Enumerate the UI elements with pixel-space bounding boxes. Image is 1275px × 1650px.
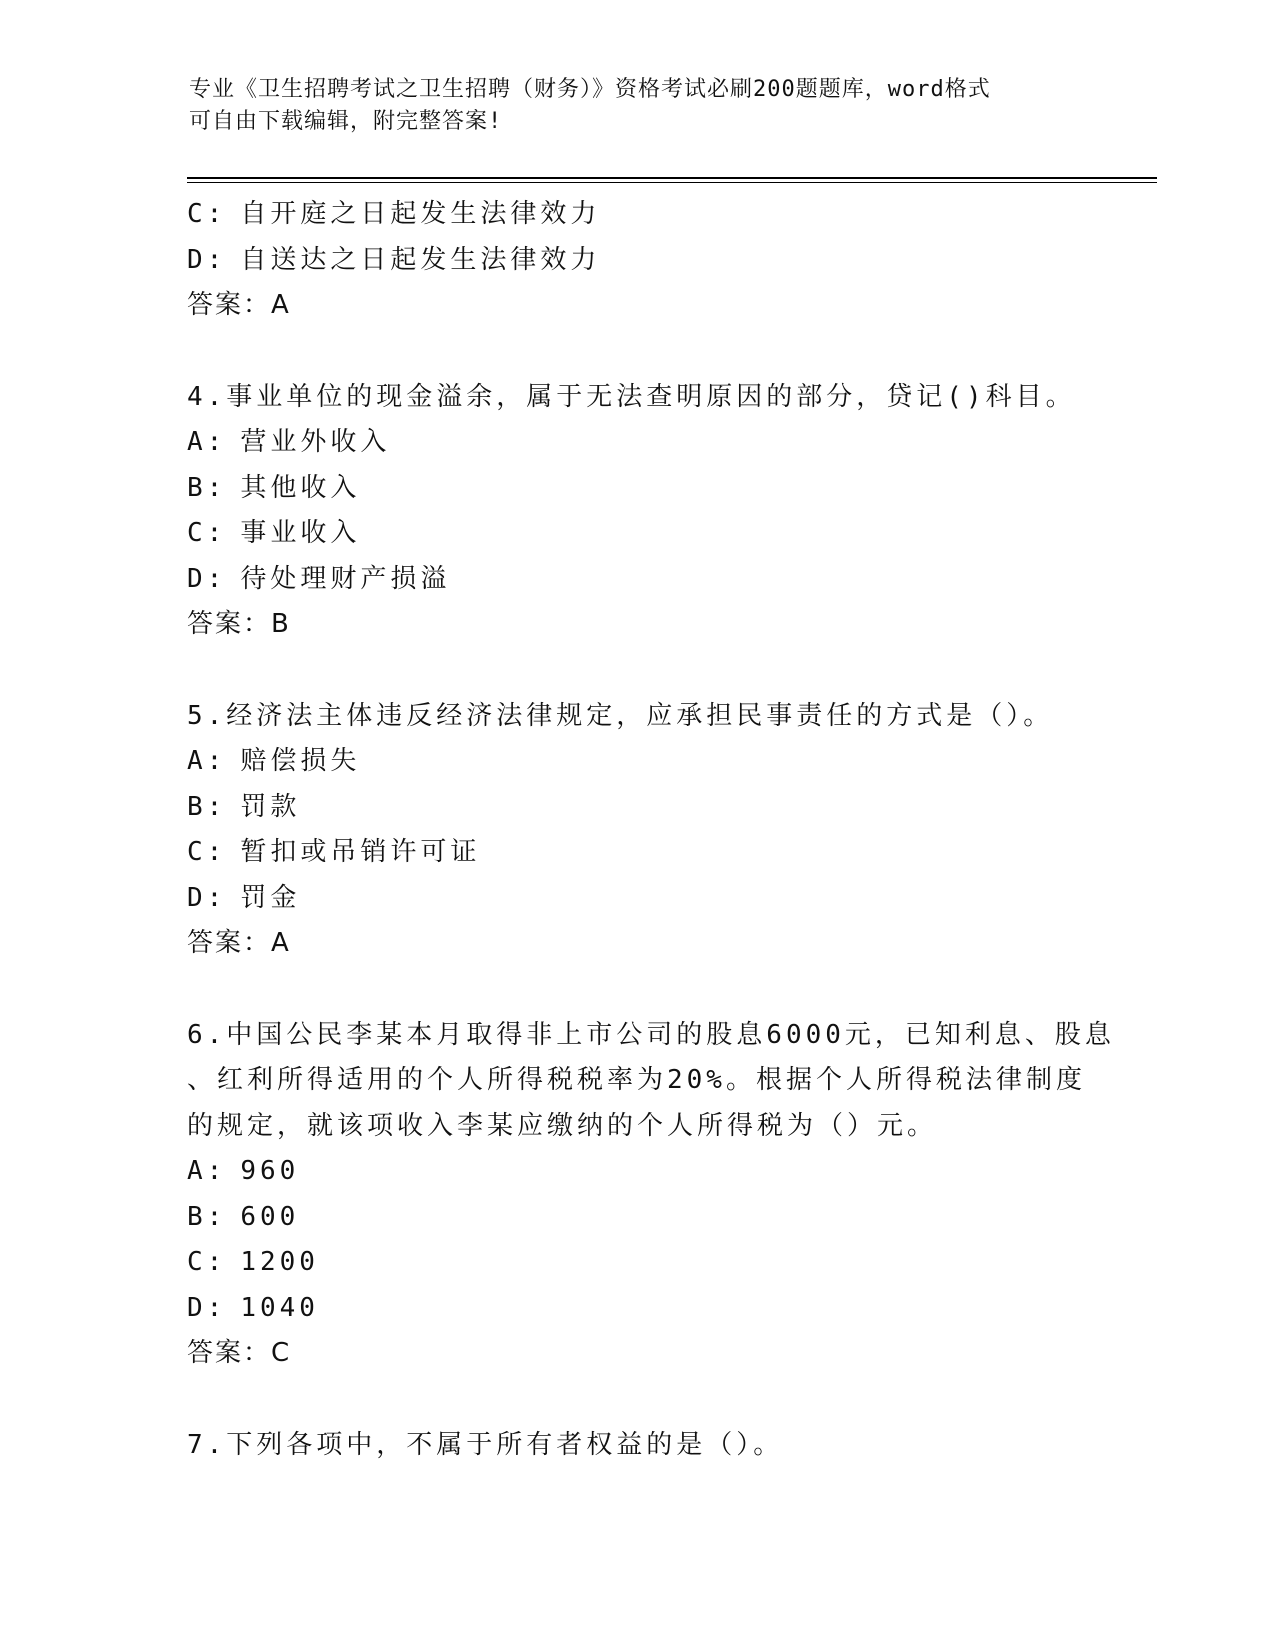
- option-letter: B:: [187, 472, 227, 503]
- answer-line: 答案：B: [187, 609, 291, 639]
- spacer: [187, 967, 1087, 1013]
- question-stem-line-2: 、红利所得适用的个人所得税税率为20%。根据个人所得税法律制度: [187, 1065, 1086, 1095]
- option-text: 1200: [240, 1247, 319, 1277]
- option-letter: C:: [187, 1247, 227, 1277]
- option-text: 待处理财产损溢: [240, 563, 451, 594]
- option-text: 营业外收入: [240, 427, 391, 457]
- question-4: [187, 375, 1087, 648]
- question-3-tail: [187, 192, 1087, 329]
- option-c: [187, 192, 1087, 238]
- option-letter: C:: [187, 837, 227, 867]
- question-stem: 7.下列各项中，不属于所有者权益的是（）。: [187, 1429, 784, 1460]
- option-d: [187, 876, 1087, 922]
- question-stem: 4.事业单位的现金溢余，属于无法查明原因的部分，贷记()科目。: [187, 381, 1076, 412]
- option-text: 自送达之日起发生法律效力: [240, 244, 601, 275]
- question-stem-line-1: 6.中国公民李某本月取得非上市公司的股息6000元，已知利息、股息: [187, 1019, 1115, 1050]
- option-letter: B:: [187, 1201, 227, 1232]
- option-letter: D:: [187, 882, 227, 913]
- option-letter: A:: [187, 746, 227, 776]
- option-letter: D:: [187, 244, 227, 275]
- option-text: 赔偿损失: [240, 746, 361, 776]
- question-stem-line-3: 的规定，就该项收入李某应缴纳的个人所得税为（）元。: [187, 1110, 938, 1141]
- answer-line: 答案：C: [187, 1338, 292, 1368]
- option-letter: A:: [187, 1156, 227, 1186]
- option-a: [187, 739, 1087, 785]
- option-text: 其他收入: [240, 472, 361, 503]
- header-divider-thick: [187, 177, 1157, 179]
- option-letter: A:: [187, 427, 227, 457]
- option-d: [187, 1286, 1087, 1332]
- question-list: [187, 192, 1115, 1468]
- option-text: 600: [240, 1201, 300, 1232]
- option-text: 暂扣或吊销许可证: [240, 837, 481, 867]
- option-a: [187, 1149, 1087, 1195]
- question-7: [187, 1423, 1087, 1469]
- option-letter: D:: [187, 1292, 227, 1323]
- option-d: [187, 238, 1087, 284]
- option-text: 960: [240, 1156, 300, 1186]
- option-text: 罚金: [240, 882, 301, 913]
- option-text: 1040: [240, 1292, 319, 1323]
- header-divider-thin: [187, 182, 1157, 183]
- question-stem: 5.经济法主体违反经济法律规定，应承担民事责任的方式是（）。: [187, 700, 1054, 731]
- option-b: [187, 466, 1087, 512]
- header-line-2: 可自由下载编辑，附完整答案!: [189, 109, 503, 134]
- answer-line: 答案：A: [187, 290, 291, 320]
- option-c: [187, 1240, 1087, 1286]
- option-letter: D:: [187, 563, 227, 594]
- question-5: [187, 694, 1087, 967]
- option-d: [187, 557, 1087, 603]
- option-b: [187, 1195, 1087, 1241]
- option-a: [187, 420, 1087, 466]
- option-c: [187, 511, 1087, 557]
- spacer: [187, 329, 1087, 375]
- option-letter: C:: [187, 199, 227, 229]
- option-letter: B:: [187, 791, 227, 822]
- option-c: [187, 830, 1087, 876]
- question-6: [187, 1013, 1115, 1377]
- header-line-1: 专业《卫生招聘考试之卫生招聘（财务）》资格考试必刷200题题库，word格式: [189, 77, 991, 102]
- spacer: [187, 1377, 1087, 1423]
- answer-line: 答案：A: [187, 928, 291, 958]
- spacer: [187, 648, 1087, 694]
- option-text: 事业收入: [240, 518, 361, 548]
- document-header: [189, 74, 1079, 138]
- option-text: 罚款: [240, 791, 301, 822]
- option-b: [187, 785, 1087, 831]
- option-text: 自开庭之日起发生法律效力: [240, 199, 601, 229]
- option-letter: C:: [187, 518, 227, 548]
